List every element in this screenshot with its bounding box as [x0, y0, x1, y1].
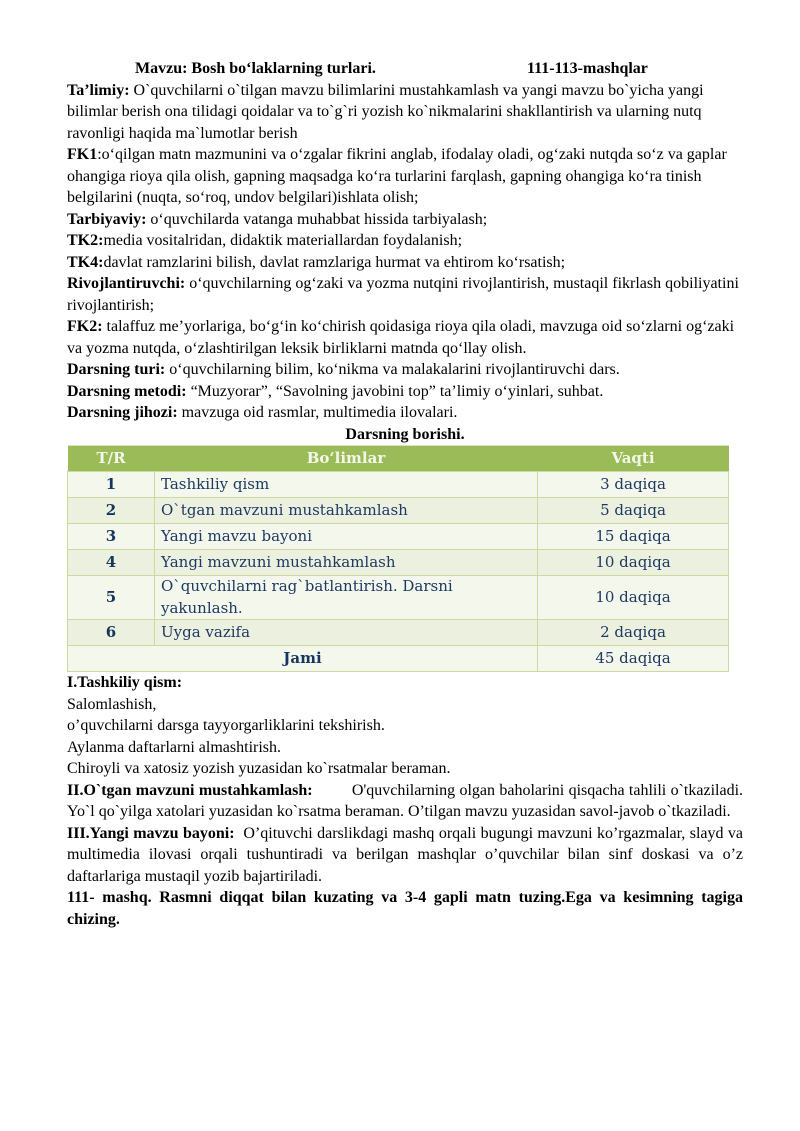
header-time: Vaqti: [538, 446, 729, 472]
row-section: O`quvchilarni rag`batlantirish. Darsni yakunlash.: [155, 576, 538, 620]
objective-label: Ta’limiy:: [67, 81, 130, 99]
row-number: 1: [68, 472, 155, 498]
row-section: Yangi mavzuni mustahkamlash: [155, 550, 538, 576]
row-section: Tashkiliy qism: [155, 472, 538, 498]
section-line: Aylanma daftarlarni almashtirish.: [67, 738, 282, 756]
table-row: [68, 620, 729, 646]
objective-tk2: [67, 230, 743, 252]
objective-fk1: [67, 144, 743, 209]
row-number: 5: [68, 576, 155, 620]
section-line: Chiroyli va xatosiz yozish yuzasidan ko`rsatmalar beraman.: [67, 760, 451, 777]
row-number: 4: [68, 550, 155, 576]
table-row: [68, 498, 729, 524]
objective-label: Rivojlantiruvchi:: [67, 275, 186, 292]
table-row: [68, 524, 729, 550]
lesson-plan-table: [67, 445, 729, 672]
table-row: [68, 472, 729, 498]
lesson-method: [67, 381, 743, 403]
objective-label: Darsning metodi:: [67, 382, 187, 400]
lesson-equipment: [67, 402, 743, 424]
objective-text: media vositalridan, didaktik materiallardan foydalanish;: [103, 232, 463, 249]
row-section: O`tgan mavzuni mustahkamlash: [155, 498, 538, 524]
objective-text: o‘quvchilarda vatanga muhabbat hissida tarbiyalash;: [146, 210, 488, 228]
objective-fk2: [67, 316, 743, 359]
objective-text: davlat ramzlarini bilish, davlat ramzlariga hurmat va ehtirom ko‘rsatish;: [103, 253, 566, 271]
section-review: [67, 780, 743, 823]
objective-label: FK1: [67, 146, 98, 163]
exercise-task: [67, 887, 743, 930]
row-time: 15 daqiqa: [538, 524, 729, 550]
section-new-topic: [67, 823, 743, 888]
objective-text: O`quvchilarni o`tilgan mavzu bilimlarini mustahkamlash va yangi mavzu bo`yicha yangi bilimlar berish ona tilidagi qoidalar va to`g`ri yozish ko`nikmalarini shakllantirish va ularning nutq ravonligi haqida ma`lumotlar berish: [67, 81, 704, 142]
objective-talimiy: [67, 80, 743, 145]
plan-title: Darsning borishi.: [345, 425, 465, 443]
section-text: O’qituvchi darslikdagi mashq orqali bugungi mavzuni ko’rgazmalar, slayd va multimedia ilovasi orqali tushuntiradi va berilgan mashqlar o’quvchilar bilan sinf doskasi va o’z daftarlariga mustaqil yozib bajartiriladi.: [67, 824, 744, 885]
section-line: Salomlashish,: [67, 695, 157, 713]
objective-label: Darsning jihozi:: [67, 404, 178, 421]
exercise-text: 111- mashq. Rasmni diqqat bilan kuzating va 3-4 gapli matn tuzing.Ega va kesimning tagiga chizing.: [67, 889, 743, 928]
section-heading: III.Yangi mavzu bayoni:: [67, 824, 235, 842]
table-row: [68, 576, 729, 620]
exercise-range: 111-113-mashqlar: [527, 60, 648, 77]
topic-title: Mavzu: Bosh bo‘laklarning turlari.: [135, 60, 376, 77]
row-number: 2: [68, 498, 155, 524]
objective-label: TK2:: [67, 232, 104, 249]
title-line: [67, 58, 743, 80]
row-time: 10 daqiqa: [538, 550, 729, 576]
row-time: 10 daqiqa: [538, 576, 729, 620]
objective-rivojlantiruvchi: [67, 273, 743, 316]
objective-label: Darsning turi:: [67, 361, 166, 378]
table-header-row: [68, 446, 729, 472]
row-section: Uyga vazifa: [155, 620, 538, 646]
section-heading: II.O`tgan mavzuni mustahkamlash:: [67, 781, 313, 799]
total-label: Jami: [68, 646, 538, 672]
objective-text: talaffuz me’yorlariga, bo‘g‘in ko‘chirish qoidasiga rioya qila oladi, mavzuga oid so‘zlarni og‘zaki va yozma nutqda, o‘zlashtirilgan leksik birliklarni matnda qo‘llay olish.: [67, 318, 735, 357]
objective-text: “Muzyorar”, “Savolning javobini top” ta’limiy o‘yinlari, suhbat.: [186, 382, 604, 400]
row-time: 3 daqiqa: [538, 472, 729, 498]
table-row: [68, 550, 729, 576]
lesson-type: [67, 359, 743, 381]
objective-text: :o‘qilgan matn mazmunini va o‘zgalar fikrini anglab, ifodalay oladi, og‘zaki nutqda so‘z va gaplar ohangiga rioya qila olish, gapning maqsadga ko‘ra turlarini farqlash, gapning ohangiga ko‘ra tinish belgilarini (nuqta, so‘roq, undov belgilari)ishlata olish;: [67, 146, 727, 206]
document-page: [67, 58, 743, 930]
section-organizational-heading: [67, 672, 743, 694]
header-tr: T/R: [68, 446, 155, 472]
section-heading: I.Tashkiliy qism:: [67, 674, 183, 691]
objective-label: FK2:: [67, 318, 103, 335]
objective-tk4: [67, 252, 743, 274]
objective-label: TK4:: [67, 253, 104, 271]
row-section: Yangi mavzu bayoni: [155, 524, 538, 550]
row-time: 2 daqiqa: [538, 620, 729, 646]
objective-text: o‘quvchilarning bilim, ko‘nikma va malakalarini rivojlantiruvchi dars.: [165, 361, 620, 378]
total-time: 45 daqiqa: [538, 646, 729, 672]
objective-text: mavzuga oid rasmlar, multimedia ilovalari.: [177, 404, 458, 421]
objective-tarbiyaviy: [67, 209, 743, 231]
section-line: o’quvchilarni darsga tayyorgarliklarini tekshirish.: [67, 717, 385, 734]
section-text: O'quvchilarning olgan baholarini qisqacha tahlili o`tkaziladi. Yo`l qo`yilga xatolari yuzasidan ko`rsatma beraman. O’tilgan mavzu yuzasidan savol-javob o`tkaziladi.: [67, 781, 744, 820]
table-total-row: [68, 646, 729, 672]
row-number: 6: [68, 620, 155, 646]
header-sections: Bo‘limlar: [155, 446, 538, 472]
objective-label: Tarbiyaviy:: [67, 210, 147, 228]
row-number: 3: [68, 524, 155, 550]
row-time: 5 daqiqa: [538, 498, 729, 524]
objective-text: o‘quvchilarning og‘zaki va yozma nutqini rivojlantirish, mustaqil fikrlash qobiliyatini rivojlantirish;: [67, 275, 739, 314]
